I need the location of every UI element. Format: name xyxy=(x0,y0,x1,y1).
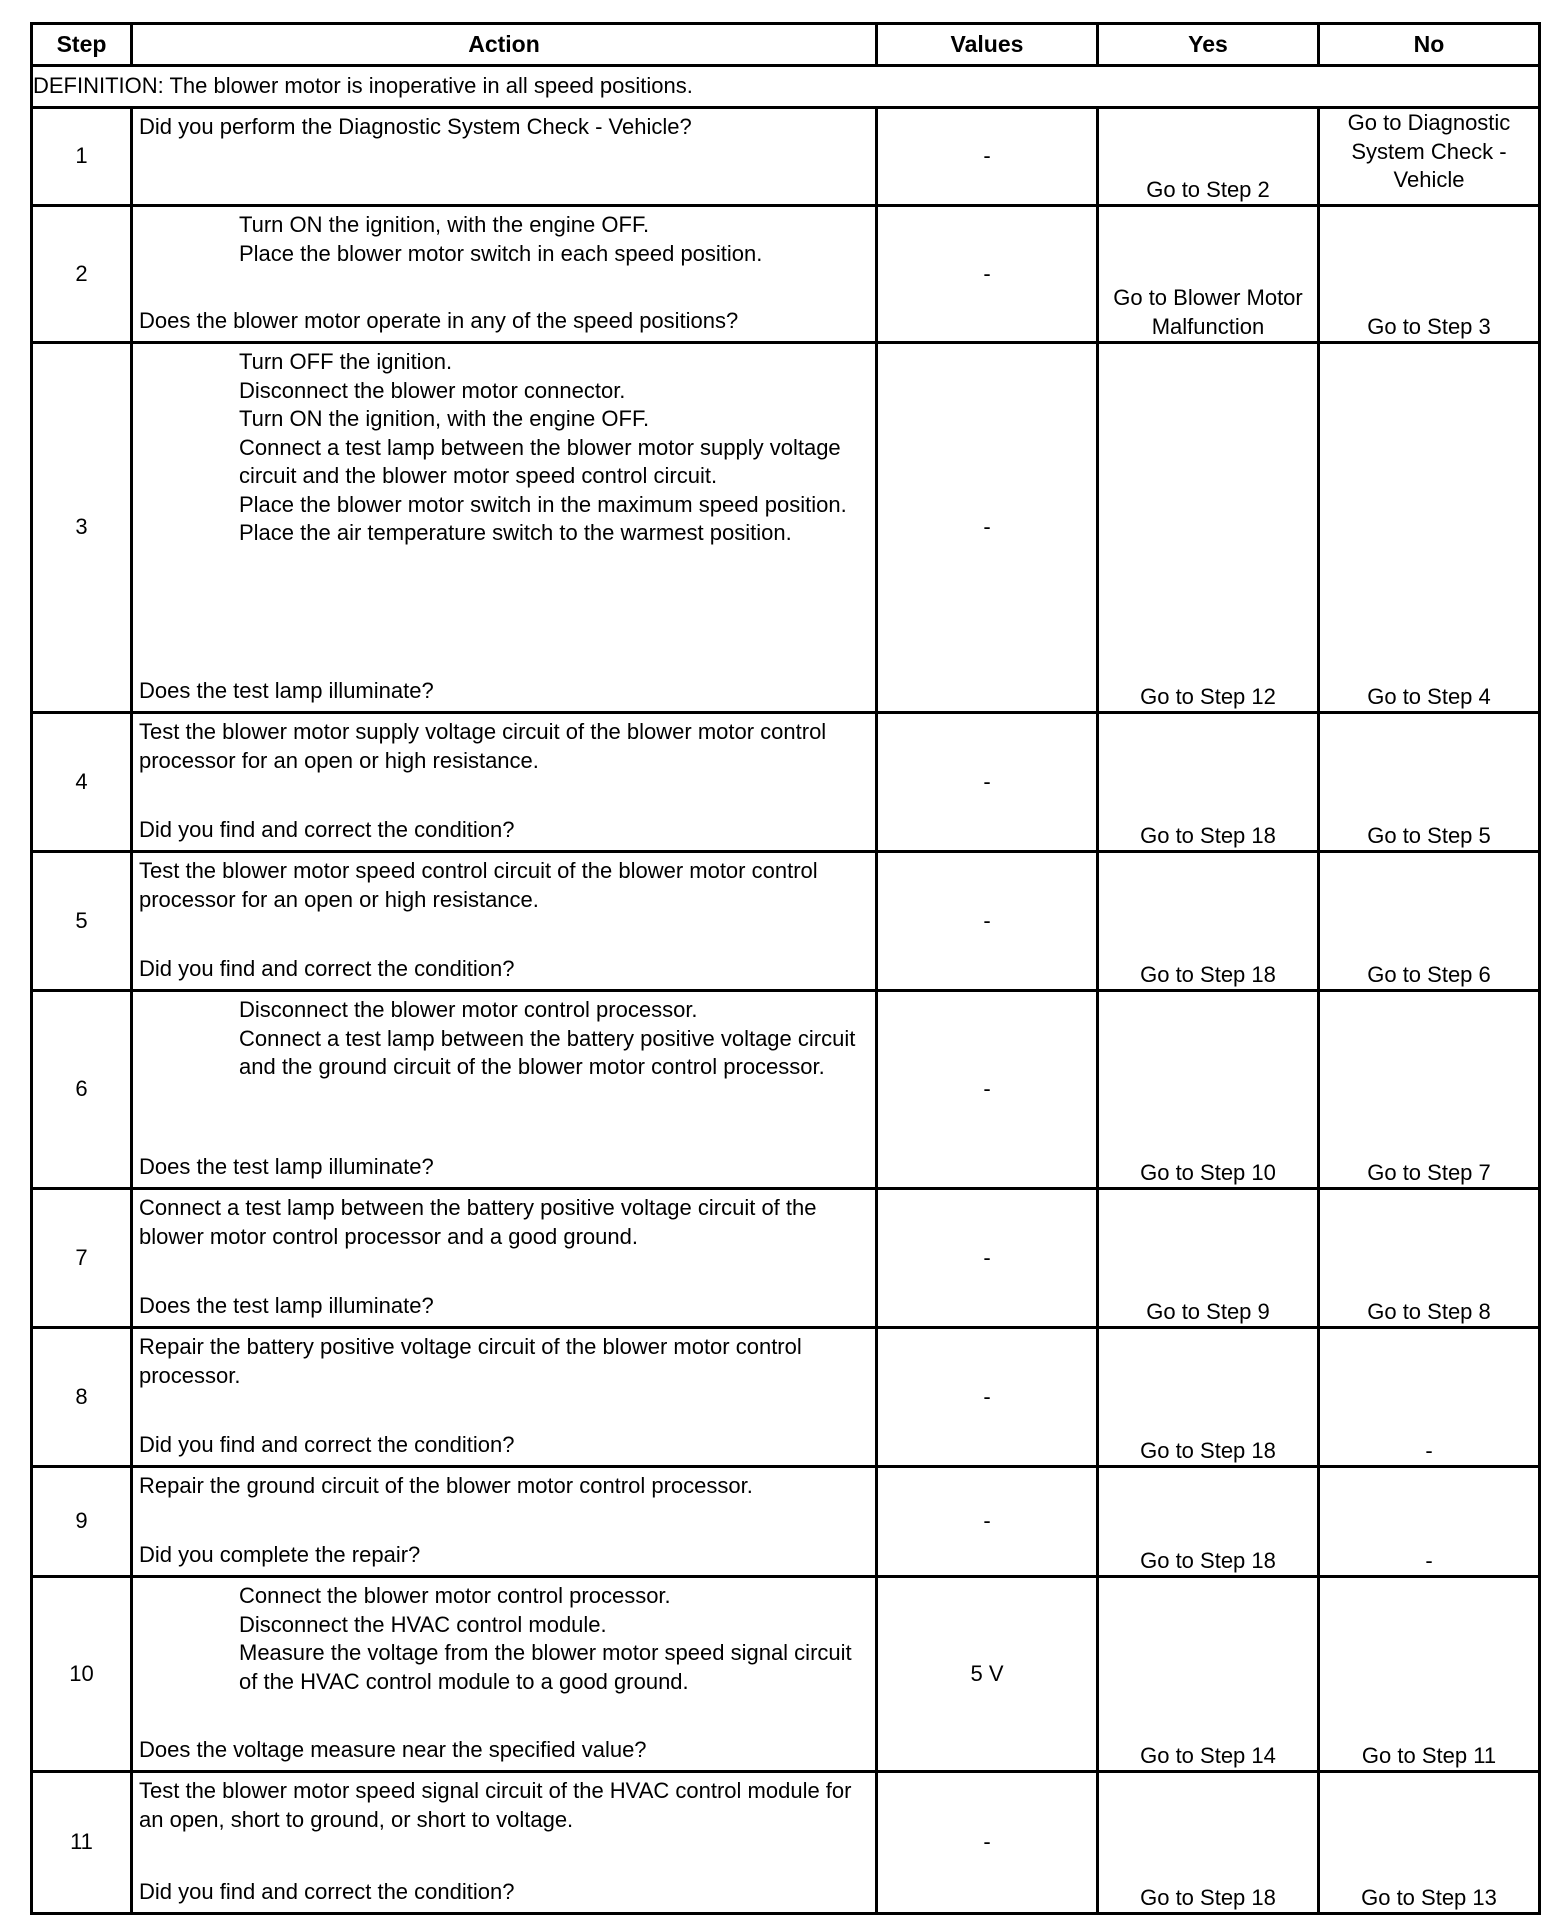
table-row xyxy=(32,852,1540,991)
action-question: Does the voltage measure near the specified value? xyxy=(139,1736,647,1762)
step-number: 11 xyxy=(32,1772,132,1914)
value-cell: - xyxy=(877,1772,1098,1914)
value-cell: - xyxy=(877,991,1098,1189)
action-intro: Test the blower motor speed signal circuit of the HVAC control module for an open, short to ground, or short to voltage. xyxy=(139,1778,852,1832)
value-cell: - xyxy=(877,343,1098,713)
step-number: 8 xyxy=(32,1328,132,1467)
value-cell: - xyxy=(877,108,1098,206)
no-cell: Go to Step 6 xyxy=(1319,852,1540,991)
action-question: Did you find and correct the condition? xyxy=(139,1878,515,1904)
no-cell: - xyxy=(1319,1328,1540,1467)
no-cell: Go to Step 8 xyxy=(1319,1189,1540,1328)
action-intro: Did you perform the Diagnostic System Check - Vehicle? xyxy=(139,114,692,139)
action-question: Did you complete the repair? xyxy=(139,1541,421,1567)
action-top xyxy=(139,1582,867,1696)
yes-cell: Go to Step 18 xyxy=(1098,852,1319,991)
instruction-item: Place the blower motor switch in the maximum speed position. xyxy=(239,491,847,517)
action-question: Did you find and correct the condition? xyxy=(139,955,515,981)
action-top xyxy=(139,857,867,914)
table-row xyxy=(32,991,1540,1189)
action-content xyxy=(133,992,875,1184)
yes-cell: Go to Step 18 xyxy=(1098,1772,1319,1914)
header-action: Action xyxy=(132,24,877,66)
yes-cell: Go to Step 18 xyxy=(1098,713,1319,852)
action-cell xyxy=(132,1772,877,1914)
no-cell: Go to Step 3 xyxy=(1319,206,1540,343)
step-number: 2 xyxy=(32,206,132,343)
action-intro: Test the blower motor speed control circuit of the blower motor control processor for an open or high resistance. xyxy=(139,858,818,912)
instruction-item: Disconnect the blower motor control processor. xyxy=(239,997,698,1022)
action-content xyxy=(133,853,875,986)
action-question: Does the test lamp illuminate? xyxy=(139,1153,434,1179)
table-row xyxy=(32,713,1540,852)
action-cell xyxy=(132,108,877,206)
table-row xyxy=(32,1577,1540,1772)
no-cell: - xyxy=(1319,1467,1540,1577)
instruction-list xyxy=(139,996,867,1082)
yes-cell: Go to Step 9 xyxy=(1098,1189,1319,1328)
header-step: Step xyxy=(32,24,132,66)
action-intro: Repair the battery positive voltage circuit of the blower motor control processor. xyxy=(139,1334,802,1388)
action-top xyxy=(139,996,867,1082)
instruction-item: Place the blower motor switch in each speed position. xyxy=(239,240,763,266)
instruction-item: Place the air temperature switch to the warmest position. xyxy=(239,520,792,545)
action-cell xyxy=(132,713,877,852)
instruction-list xyxy=(139,211,867,268)
yes-cell: Go to Step 12 xyxy=(1098,343,1319,713)
instruction-item: Disconnect the HVAC control module. xyxy=(239,1611,607,1637)
action-cell xyxy=(132,1467,877,1577)
instruction-item: Connect a test lamp between the blower motor supply voltage circuit and the blower motor speed control circuit. xyxy=(239,434,841,488)
yes-cell: Go to Step 10 xyxy=(1098,991,1319,1189)
instruction-item: Connect a test lamp between the battery positive voltage circuit and the ground circuit of the blower motor control processor. xyxy=(239,1025,856,1079)
instruction-item: Measure the voltage from the blower motor speed signal circuit of the HVAC control module to a good ground. xyxy=(239,1640,852,1694)
yes-cell: Go to Blower Motor Malfunction xyxy=(1098,206,1319,343)
action-question: Does the test lamp illuminate? xyxy=(139,1292,434,1318)
action-content xyxy=(133,714,875,847)
table-row xyxy=(32,1772,1540,1914)
action-intro: Test the blower motor supply voltage circuit of the blower motor control processor for an open or high resistance. xyxy=(139,719,827,773)
action-content xyxy=(133,1329,875,1462)
instruction-item: Turn ON the ignition, with the engine OFF. xyxy=(239,406,650,431)
action-question: Does the blower motor operate in any of the speed positions? xyxy=(139,307,739,333)
diagnostic-table xyxy=(30,22,1541,1915)
action-top xyxy=(139,1777,867,1834)
action-question: Did you find and correct the condition? xyxy=(139,1431,515,1457)
table-row xyxy=(32,1328,1540,1467)
instruction-item: Turn ON the ignition, with the engine OFF. xyxy=(239,212,650,237)
action-cell xyxy=(132,343,877,713)
action-content xyxy=(133,1578,875,1767)
action-cell xyxy=(132,852,877,991)
step-number: 4 xyxy=(32,713,132,852)
yes-cell: Go to Step 2 xyxy=(1098,108,1319,206)
instruction-list xyxy=(139,1582,867,1696)
action-content xyxy=(133,1468,875,1572)
step-number: 6 xyxy=(32,991,132,1189)
no-cell: Go to Step 13 xyxy=(1319,1772,1540,1914)
action-content xyxy=(133,109,875,201)
value-cell: 5 V xyxy=(877,1577,1098,1772)
value-cell: - xyxy=(877,1467,1098,1577)
header-yes: Yes xyxy=(1098,24,1319,66)
value-cell: - xyxy=(877,852,1098,991)
header-no: No xyxy=(1319,24,1540,66)
instruction-item: Turn OFF the ignition. xyxy=(239,349,453,374)
action-top xyxy=(139,211,867,268)
yes-cell: Go to Step 18 xyxy=(1098,1328,1319,1467)
step-number: 7 xyxy=(32,1189,132,1328)
action-top xyxy=(139,113,867,142)
yes-cell: Go to Step 18 xyxy=(1098,1467,1319,1577)
header-values: Values xyxy=(877,24,1098,66)
action-top xyxy=(139,1194,867,1251)
action-content xyxy=(133,344,875,708)
action-content xyxy=(133,1773,875,1909)
value-cell: - xyxy=(877,206,1098,343)
value-cell: - xyxy=(877,1328,1098,1467)
action-question: Does the test lamp illuminate? xyxy=(139,677,434,703)
step-number: 9 xyxy=(32,1467,132,1577)
table-row xyxy=(32,343,1540,713)
action-cell xyxy=(132,1577,877,1772)
yes-cell: Go to Step 14 xyxy=(1098,1577,1319,1772)
header-row xyxy=(32,24,1540,66)
step-number: 10 xyxy=(32,1577,132,1772)
action-cell xyxy=(132,1189,877,1328)
step-number: 1 xyxy=(32,108,132,206)
no-cell: Go to Step 7 xyxy=(1319,991,1540,1189)
no-cell: Go to Step 5 xyxy=(1319,713,1540,852)
table-row xyxy=(32,1467,1540,1577)
table-row xyxy=(32,108,1540,206)
no-cell: Go to Diagnostic System Check - Vehicle xyxy=(1319,108,1540,206)
action-cell xyxy=(132,1328,877,1467)
action-content xyxy=(133,207,875,338)
instruction-item: Disconnect the blower motor connector. xyxy=(239,377,626,403)
action-intro: Repair the ground circuit of the blower motor control processor. xyxy=(139,1473,753,1498)
action-top xyxy=(139,348,867,548)
table-row xyxy=(32,206,1540,343)
step-number: 3 xyxy=(32,343,132,713)
action-cell xyxy=(132,991,877,1189)
definition-row xyxy=(32,66,1540,108)
instruction-list xyxy=(139,348,867,548)
action-top xyxy=(139,1472,867,1501)
table-row xyxy=(32,1189,1540,1328)
action-content xyxy=(133,1190,875,1323)
no-cell: Go to Step 11 xyxy=(1319,1577,1540,1772)
no-cell: Go to Step 4 xyxy=(1319,343,1540,713)
action-top xyxy=(139,1333,867,1390)
step-number: 5 xyxy=(32,852,132,991)
action-top xyxy=(139,718,867,775)
action-question: Did you find and correct the condition? xyxy=(139,816,515,842)
action-cell xyxy=(132,206,877,343)
value-cell: - xyxy=(877,1189,1098,1328)
action-intro: Connect a test lamp between the battery positive voltage circuit of the blower motor control processor and a good ground. xyxy=(139,1195,817,1249)
value-cell: - xyxy=(877,713,1098,852)
instruction-item: Connect the blower motor control processor. xyxy=(239,1583,671,1608)
definition-text: DEFINITION: The blower motor is inoperative in all speed positions. xyxy=(32,66,1540,108)
